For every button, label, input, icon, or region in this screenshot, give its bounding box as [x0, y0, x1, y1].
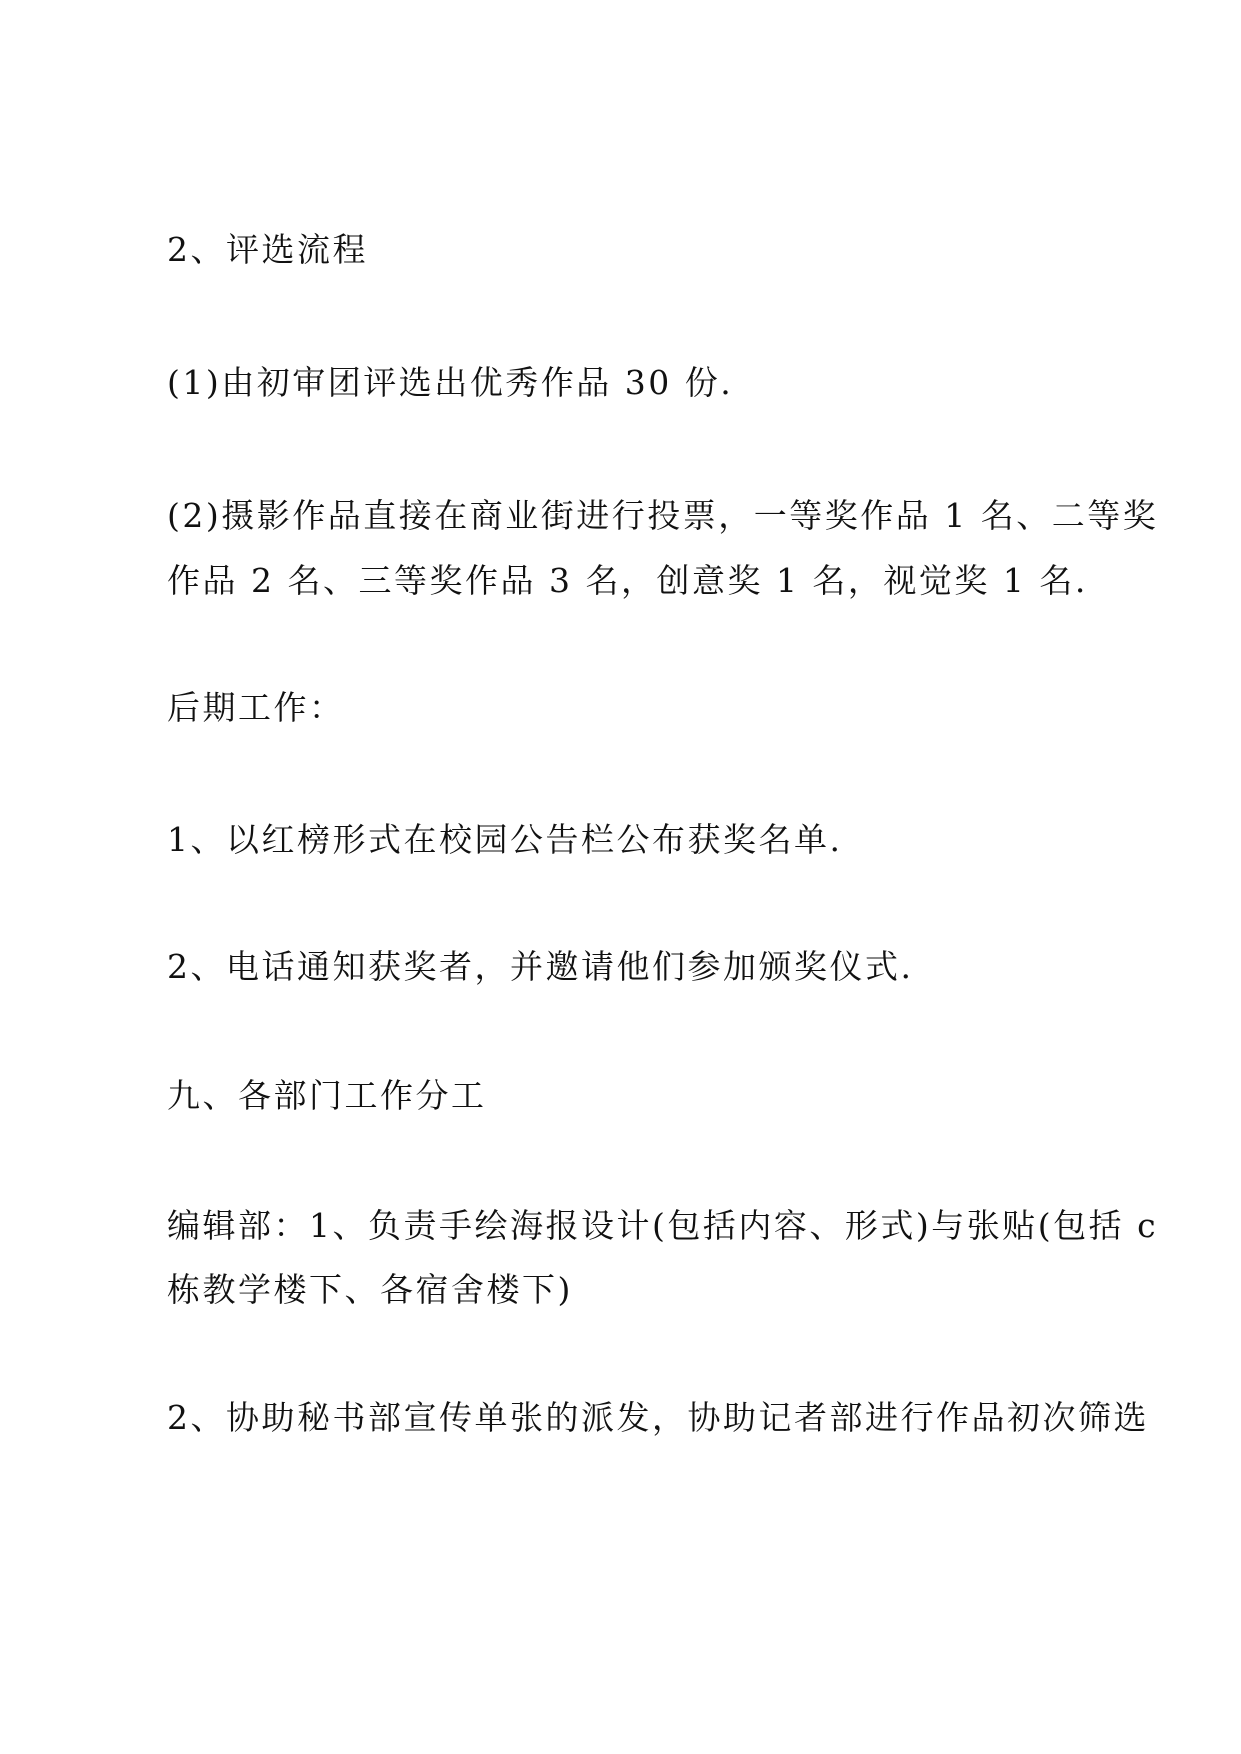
paragraph-editorial-dept-line-1: 编辑部：1、负责手绘海报设计(包括内容、形式)与张贴(包括 c: [167, 1206, 1159, 1245]
paragraph-notify-winners: 2、电话通知获奖者，并邀请他们参加颁奖仪式.: [167, 947, 914, 986]
section-heading-division-of-work: 九、各部门工作分工: [167, 1076, 487, 1115]
paragraph-announce-winners: 1、以红榜形式在校园公告栏公布获奖名单.: [167, 820, 843, 859]
paragraph-preliminary-selection: (1)由初审团评选出优秀作品 30 份.: [167, 363, 734, 402]
section-heading-followup-work: 后期工作：: [167, 688, 345, 727]
paragraph-voting-line-2: 作品 2 名、三等奖作品 3 名，创意奖 1 名，视觉奖 1 名.: [167, 561, 1088, 600]
paragraph-voting-line-1: (2)摄影作品直接在商业街进行投票，一等奖作品 1 名、二等奖: [167, 496, 1159, 535]
paragraph-assist-departments: 2、协助秘书部宣传单张的派发，协助记者部进行作品初次筛选: [167, 1398, 1149, 1437]
paragraph-editorial-dept-line-2: 栋教学楼下、各宿舍楼下): [167, 1270, 573, 1309]
section-heading-selection-process: 2、评选流程: [167, 230, 368, 269]
